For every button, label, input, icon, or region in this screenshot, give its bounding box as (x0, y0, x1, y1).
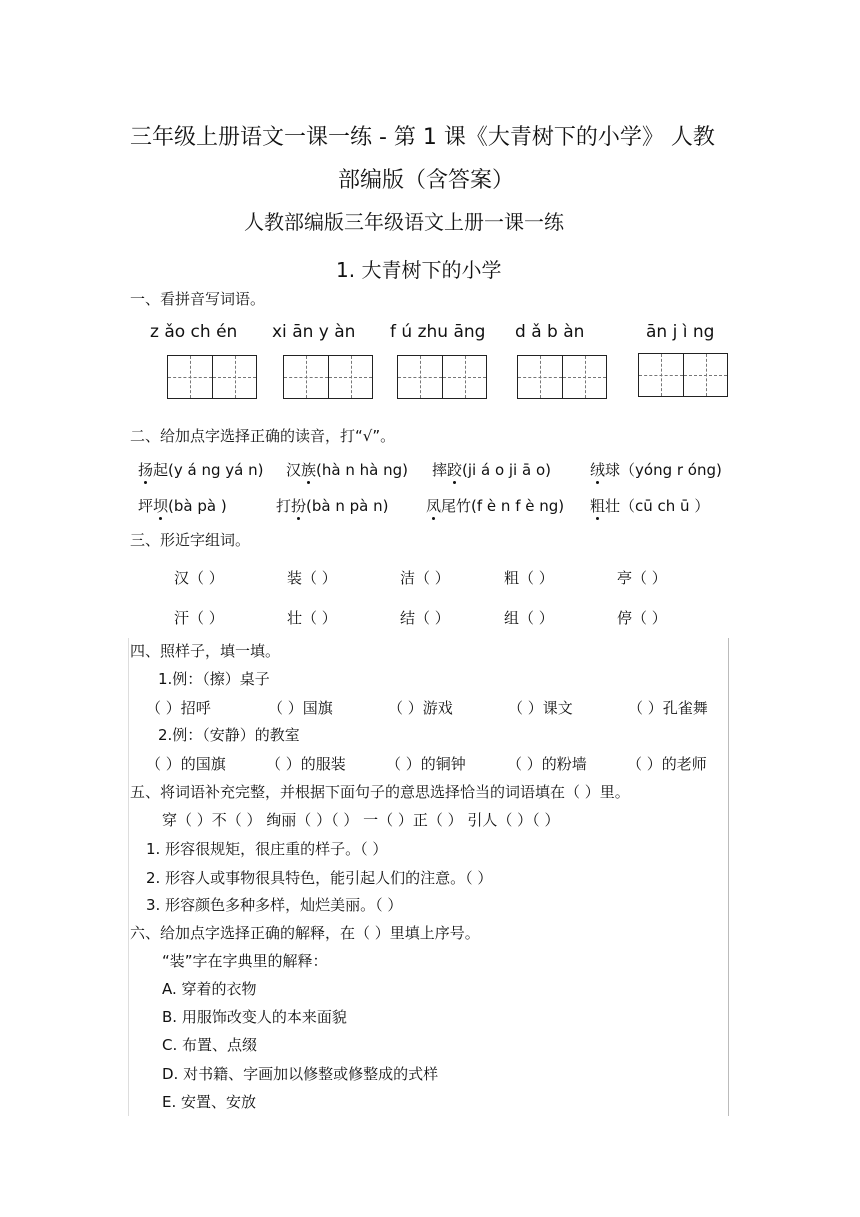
fill-blank[interactable]: （ ）的国旗 (146, 755, 226, 773)
section2-heading: 二、给加点字选择正确的读音，打“√”。 (130, 427, 396, 445)
option-d: D. 对书籍、字画加以修整或修整成的式样 (162, 1065, 439, 1083)
border-line-left (128, 638, 129, 1116)
doc-title-line1: 三年级上册语文一课一练 - 第 1 课《大青树下的小学》 人教 (130, 125, 715, 150)
section3-heading: 三、形近字组词。 (130, 531, 251, 549)
word-blank[interactable]: 汗（ ） (174, 609, 224, 627)
section4-heading: 四、照样子，填一填。 (130, 642, 281, 660)
question-1[interactable]: 1. 形容很规矩，很庄重的样子。（ ） (146, 840, 388, 858)
pinyin-4: d ǎ b àn (515, 322, 585, 342)
section6-heading: 六、给加点字选择正确的解释，在（ ）里填上序号。 (130, 924, 480, 942)
fill-blank[interactable]: （ ）课文 (508, 699, 573, 717)
doc-subtitle: 人教部编版三年级语文上册一课一练 (244, 210, 564, 234)
word-blank[interactable]: 停（ ） (617, 609, 667, 627)
option-a: A. 穿着的衣物 (162, 980, 257, 998)
fill-blank[interactable]: （ ）的服装 (266, 755, 346, 773)
section5-heading: 五、将词语补充完整，并根据下面句子的意思选择恰当的词语填在（ ）里。 (130, 783, 630, 801)
doc-title-line2: 部编版（含答案） (338, 168, 515, 193)
option-b: B. 用服饰改变人的本来面貌 (162, 1008, 347, 1026)
writing-box-4[interactable] (517, 355, 607, 399)
question-2[interactable]: 2. 形容人或事物很具特色，能引起人们的注意。（ ） (146, 869, 493, 887)
word-blank[interactable]: 汉（ ） (174, 569, 224, 587)
fill-blank[interactable]: （ ）孔雀舞 (628, 699, 708, 717)
fill-blank[interactable]: （ ）游戏 (388, 699, 453, 717)
pinyin-1: z ǎo ch én (150, 322, 238, 342)
reading-item: 扬起(y á ng yá n) (138, 461, 264, 479)
word-blank[interactable]: 装（ ） (287, 569, 337, 587)
option-e: E. 安置、安放 (162, 1093, 257, 1111)
fill-blank[interactable]: （ ）的老师 (627, 755, 707, 773)
pinyin-3: f ú zhu āng (390, 322, 486, 342)
word-blank[interactable]: 组（ ） (504, 609, 554, 627)
word-blank[interactable]: 洁（ ） (400, 569, 450, 587)
question-3[interactable]: 3. 形容颜色多种多样，灿烂美丽。（ ） (146, 896, 403, 914)
option-c: C. 布置、点缀 (162, 1036, 258, 1054)
writing-box-2[interactable] (283, 355, 373, 399)
reading-item: 绒球（yóng r óng) (590, 461, 722, 479)
writing-box-5[interactable] (638, 353, 728, 397)
pinyin-2: xi ān y àn (272, 322, 356, 342)
word-blank[interactable]: 粗（ ） (504, 569, 554, 587)
dictionary-intro: “装”字在字典里的解释： (162, 952, 328, 970)
word-blank[interactable]: 结（ ） (400, 609, 450, 627)
fill-blank[interactable]: （ ）的粉墙 (507, 755, 587, 773)
reading-item: 粗壮（cū ch ū ） (590, 497, 710, 515)
writing-box-1[interactable] (167, 355, 257, 399)
writing-box-3[interactable] (397, 355, 487, 399)
reading-item: 凤尾竹(f è n f è ng) (426, 497, 565, 515)
fill-blank[interactable]: （ ）国旗 (268, 699, 333, 717)
reading-item: 摔跤(ji á o ji ā o) (432, 461, 551, 479)
word-blank[interactable]: 亭（ ） (617, 569, 667, 587)
pinyin-5: ān j ì ng (646, 322, 715, 342)
reading-item: 汉族(hà n hà ng) (286, 461, 408, 479)
lesson-title: 1. 大青树下的小学 (336, 258, 502, 282)
fill-blank[interactable]: （ ）招呼 (146, 699, 211, 717)
idiom-fill-row[interactable]: 穿（ ）不（ ） 绚丽（ ）（ ） 一（ ）正（ ） 引人（ ）（ ） (162, 811, 560, 829)
example-1: 1.例：（擦）桌子 (158, 670, 270, 688)
reading-item: 打扮(bà n pà n) (276, 497, 389, 515)
fill-blank[interactable]: （ ）的铜钟 (386, 755, 466, 773)
border-line-right (728, 638, 729, 1116)
section1-heading: 一、看拼音写词语。 (130, 290, 266, 308)
example-2: 2.例：（安静）的教室 (158, 726, 300, 744)
word-blank[interactable]: 壮（ ） (287, 609, 337, 627)
reading-item: 坪坝(bà pà ) (138, 497, 227, 515)
